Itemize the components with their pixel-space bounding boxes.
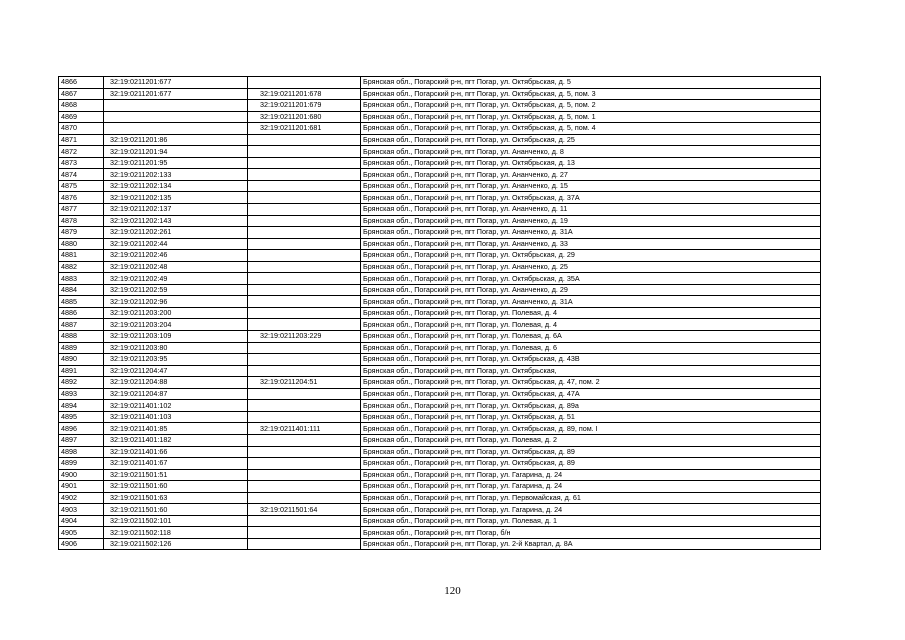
table-row xyxy=(59,261,821,273)
cadastral-number-cell: 32:19:0211202:261 xyxy=(104,227,248,239)
cadastral-number-cell xyxy=(104,111,248,123)
cadastral-number-cell: 32:19:0211401:85 xyxy=(104,423,248,435)
table-row xyxy=(59,123,821,135)
cadastral-number-cell: 32:19:0211201:677 xyxy=(104,88,248,100)
row-number-cell: 4873 xyxy=(59,157,104,169)
cadastral-number-cell: 32:19:0211201:94 xyxy=(104,146,248,158)
row-number-cell: 4893 xyxy=(59,388,104,400)
table-row xyxy=(59,446,821,458)
table-row xyxy=(59,146,821,158)
table-row xyxy=(59,469,821,481)
related-cadastral-number-cell xyxy=(248,307,361,319)
row-number-cell: 4894 xyxy=(59,400,104,412)
address-cell: Брянская обл., Погарский р-н, пгт Погар, ул. Октябрьская, д. 89, пом. I xyxy=(361,423,821,435)
cadastral-number-cell: 32:19:0211203:109 xyxy=(104,331,248,343)
related-cadastral-number-cell xyxy=(248,204,361,216)
table-row xyxy=(59,423,821,435)
address-cell: Брянская обл., Погарский р-н, пгт Погар, ул. Октябрьская, д. 13 xyxy=(361,157,821,169)
row-number-cell: 4890 xyxy=(59,354,104,366)
property-table xyxy=(58,76,821,550)
table-row xyxy=(59,538,821,550)
row-number-cell: 4879 xyxy=(59,227,104,239)
table-row xyxy=(59,180,821,192)
table-row xyxy=(59,377,821,389)
related-cadastral-number-cell xyxy=(248,446,361,458)
row-number-cell: 4877 xyxy=(59,204,104,216)
cadastral-number-cell xyxy=(104,100,248,112)
related-cadastral-number-cell xyxy=(248,227,361,239)
address-cell: Брянская обл., Погарский р-н, пгт Погар, ул. Полевая, д. 1 xyxy=(361,515,821,527)
cadastral-number-cell: 32:19:0211202:49 xyxy=(104,273,248,285)
related-cadastral-number-cell xyxy=(248,388,361,400)
related-cadastral-number-cell xyxy=(248,261,361,273)
cadastral-number-cell xyxy=(104,123,248,135)
address-cell: Брянская обл., Погарский р-н, пгт Погар, ул. Полевая, д. 4 xyxy=(361,319,821,331)
row-number-cell: 4887 xyxy=(59,319,104,331)
related-cadastral-number-cell xyxy=(248,284,361,296)
row-number-cell: 4905 xyxy=(59,527,104,539)
related-cadastral-number-cell xyxy=(248,365,361,377)
row-number-cell: 4901 xyxy=(59,481,104,493)
table-row xyxy=(59,215,821,227)
address-cell: Брянская обл., Погарский р-н, пгт Погар, ул. Октябрьская, д. 37А xyxy=(361,192,821,204)
address-cell: Брянская обл., Погарский р-н, пгт Погар, ул. Ананченко, д. 8 xyxy=(361,146,821,158)
cadastral-number-cell: 32:19:0211502:101 xyxy=(104,515,248,527)
address-cell: Брянская обл., Погарский р-н, пгт Погар, ул. Октябрьская, д. 89 xyxy=(361,458,821,470)
address-cell: Брянская обл., Погарский р-н, пгт Погар, ул. Ананченко, д. 29 xyxy=(361,284,821,296)
address-cell: Брянская обл., Погарский р-н, пгт Погар, ул. Октябрьская, д. 43В xyxy=(361,354,821,366)
row-number-cell: 4900 xyxy=(59,469,104,481)
row-number-cell: 4889 xyxy=(59,342,104,354)
cadastral-number-cell: 32:19:0211201:86 xyxy=(104,134,248,146)
row-number-cell: 4888 xyxy=(59,331,104,343)
related-cadastral-number-cell xyxy=(248,273,361,285)
address-cell: Брянская обл., Погарский р-н, пгт Погар, ул. Октябрьская, д. 47А xyxy=(361,388,821,400)
address-cell: Брянская обл., Погарский р-н, пгт Погар, ул. Ананченко, д. 33 xyxy=(361,238,821,250)
cadastral-number-cell: 32:19:0211401:66 xyxy=(104,446,248,458)
table-row xyxy=(59,527,821,539)
table-row xyxy=(59,492,821,504)
row-number-cell: 4869 xyxy=(59,111,104,123)
cadastral-number-cell: 32:19:0211203:204 xyxy=(104,319,248,331)
table-row xyxy=(59,238,821,250)
row-number-cell: 4868 xyxy=(59,100,104,112)
row-number-cell: 4898 xyxy=(59,446,104,458)
cadastral-number-cell: 32:19:0211203:200 xyxy=(104,307,248,319)
address-cell: Брянская обл., Погарский р-н, пгт Погар, ул. Октябрьская, д. 5, пом. 2 xyxy=(361,100,821,112)
related-cadastral-number-cell xyxy=(248,238,361,250)
cadastral-number-cell: 32:19:0211204:87 xyxy=(104,388,248,400)
cadastral-number-cell: 32:19:0211401:67 xyxy=(104,458,248,470)
row-number-cell: 4906 xyxy=(59,538,104,550)
address-cell: Брянская обл., Погарский р-н, пгт Погар, ул. Ананченко, д. 31А xyxy=(361,227,821,239)
table-row xyxy=(59,250,821,262)
cadastral-number-cell: 32:19:0211401:182 xyxy=(104,434,248,446)
table-row xyxy=(59,342,821,354)
address-cell: Брянская обл., Погарский р-н, пгт Погар, ул. Ананченко, д. 11 xyxy=(361,204,821,216)
row-number-cell: 4896 xyxy=(59,423,104,435)
related-cadastral-number-cell xyxy=(248,411,361,423)
cadastral-number-cell: 32:19:0211202:44 xyxy=(104,238,248,250)
table-row xyxy=(59,157,821,169)
table-row xyxy=(59,88,821,100)
related-cadastral-number-cell xyxy=(248,192,361,204)
cadastral-number-cell: 32:19:0211401:102 xyxy=(104,400,248,412)
row-number-cell: 4867 xyxy=(59,88,104,100)
address-cell: Брянская обл., Погарский р-н, пгт Погар, ул. Полевая, д. 6А xyxy=(361,331,821,343)
table-row xyxy=(59,100,821,112)
row-number-cell: 4895 xyxy=(59,411,104,423)
address-cell: Брянская обл., Погарский р-н, пгт Погар, ул. Ананченко, д. 27 xyxy=(361,169,821,181)
cadastral-number-cell: 32:19:0211501:51 xyxy=(104,469,248,481)
cadastral-number-cell: 32:19:0211501:60 xyxy=(104,504,248,516)
table-row xyxy=(59,365,821,377)
table-row xyxy=(59,169,821,181)
table-row xyxy=(59,481,821,493)
address-cell: Брянская обл., Погарский р-н, пгт Погар, ул. Ананченко, д. 31А xyxy=(361,296,821,308)
related-cadastral-number-cell xyxy=(248,250,361,262)
row-number-cell: 4882 xyxy=(59,261,104,273)
related-cadastral-number-cell: 32:19:0211201:681 xyxy=(248,123,361,135)
table-row xyxy=(59,296,821,308)
table-row xyxy=(59,77,821,89)
cadastral-number-cell: 32:19:0211203:80 xyxy=(104,342,248,354)
address-cell: Брянская обл., Погарский р-н, пгт Погар, ул. Октябрьская, д. 47, пом. 2 xyxy=(361,377,821,389)
related-cadastral-number-cell xyxy=(248,319,361,331)
address-cell: Брянская обл., Погарский р-н, пгт Погар, ул. Октябрьская, д. 5 xyxy=(361,77,821,89)
address-cell: Брянская обл., Погарский р-н, пгт Погар, ул. Гагарина, д. 24 xyxy=(361,504,821,516)
address-cell: Брянская обл., Погарский р-н, пгт Погар, ул. Ананченко, д. 25 xyxy=(361,261,821,273)
address-cell: Брянская обл., Погарский р-н, пгт Погар, ул. Октябрьская, д. 25 xyxy=(361,134,821,146)
row-number-cell: 4899 xyxy=(59,458,104,470)
related-cadastral-number-cell: 32:19:0211401:111 xyxy=(248,423,361,435)
cadastral-number-cell: 32:19:0211201:677 xyxy=(104,77,248,89)
address-cell: Брянская обл., Погарский р-н, пгт Погар, ул. Октябрьская, д. 89 xyxy=(361,446,821,458)
table-row xyxy=(59,111,821,123)
address-cell: Брянская обл., Погарский р-н, пгт Погар, ул. Октябрьская, д. 89а xyxy=(361,400,821,412)
row-number-cell: 4884 xyxy=(59,284,104,296)
row-number-cell: 4883 xyxy=(59,273,104,285)
cadastral-number-cell: 32:19:0211501:63 xyxy=(104,492,248,504)
related-cadastral-number-cell xyxy=(248,134,361,146)
cadastral-number-cell: 32:19:0211202:59 xyxy=(104,284,248,296)
related-cadastral-number-cell xyxy=(248,296,361,308)
row-number-cell: 4892 xyxy=(59,377,104,389)
row-number-cell: 4870 xyxy=(59,123,104,135)
related-cadastral-number-cell xyxy=(248,469,361,481)
table-row xyxy=(59,273,821,285)
related-cadastral-number-cell: 32:19:0211201:679 xyxy=(248,100,361,112)
table-row xyxy=(59,204,821,216)
table-row xyxy=(59,400,821,412)
row-number-cell: 4903 xyxy=(59,504,104,516)
cadastral-number-cell: 32:19:0211201:95 xyxy=(104,157,248,169)
related-cadastral-number-cell xyxy=(248,342,361,354)
related-cadastral-number-cell xyxy=(248,77,361,89)
table-row xyxy=(59,504,821,516)
cadastral-number-cell: 32:19:0211202:135 xyxy=(104,192,248,204)
address-cell: Брянская обл., Погарский р-н, пгт Погар, ул. Октябрьская, xyxy=(361,365,821,377)
related-cadastral-number-cell: 32:19:0211501:64 xyxy=(248,504,361,516)
row-number-cell: 4871 xyxy=(59,134,104,146)
address-cell: Брянская обл., Погарский р-н, пгт Погар, ул. Полевая, д. 4 xyxy=(361,307,821,319)
related-cadastral-number-cell xyxy=(248,434,361,446)
cadastral-number-cell: 32:19:0211501:60 xyxy=(104,481,248,493)
related-cadastral-number-cell xyxy=(248,400,361,412)
cadastral-number-cell: 32:19:0211502:118 xyxy=(104,527,248,539)
table-row xyxy=(59,515,821,527)
table-row xyxy=(59,134,821,146)
related-cadastral-number-cell xyxy=(248,180,361,192)
row-number-cell: 4878 xyxy=(59,215,104,227)
cadastral-number-cell: 32:19:0211202:96 xyxy=(104,296,248,308)
related-cadastral-number-cell xyxy=(248,515,361,527)
cadastral-number-cell: 32:19:0211202:46 xyxy=(104,250,248,262)
row-number-cell: 4866 xyxy=(59,77,104,89)
row-number-cell: 4874 xyxy=(59,169,104,181)
table-row xyxy=(59,434,821,446)
row-number-cell: 4880 xyxy=(59,238,104,250)
cadastral-number-cell: 32:19:0211202:134 xyxy=(104,180,248,192)
related-cadastral-number-cell xyxy=(248,538,361,550)
cadastral-number-cell: 32:19:0211202:48 xyxy=(104,261,248,273)
cadastral-number-cell: 32:19:0211401:103 xyxy=(104,411,248,423)
cadastral-number-cell: 32:19:0211204:47 xyxy=(104,365,248,377)
related-cadastral-number-cell xyxy=(248,354,361,366)
related-cadastral-number-cell: 32:19:0211201:680 xyxy=(248,111,361,123)
cadastral-number-cell: 32:19:0211502:126 xyxy=(104,538,248,550)
row-number-cell: 4876 xyxy=(59,192,104,204)
table-row xyxy=(59,458,821,470)
related-cadastral-number-cell xyxy=(248,157,361,169)
related-cadastral-number-cell xyxy=(248,481,361,493)
table-row xyxy=(59,227,821,239)
address-cell: Брянская обл., Погарский р-н, пгт Погар, ул. Октябрьская, д. 5, пом. 3 xyxy=(361,88,821,100)
row-number-cell: 4891 xyxy=(59,365,104,377)
address-cell: Брянская обл., Погарский р-н, пгт Погар, ул. Октябрьская, д. 51 xyxy=(361,411,821,423)
table-row xyxy=(59,331,821,343)
related-cadastral-number-cell xyxy=(248,146,361,158)
table-row xyxy=(59,307,821,319)
table-row xyxy=(59,411,821,423)
related-cadastral-number-cell: 32:19:0211204:51 xyxy=(248,377,361,389)
address-cell: Брянская обл., Погарский р-н, пгт Погар, ул. Октябрьская, д. 35А xyxy=(361,273,821,285)
table-row xyxy=(59,284,821,296)
table-row xyxy=(59,192,821,204)
row-number-cell: 4881 xyxy=(59,250,104,262)
address-cell: Брянская обл., Погарский р-н, пгт Погар, ул. Первомайская, д. 61 xyxy=(361,492,821,504)
address-cell: Брянская обл., Погарский р-н, пгт Погар, ул. 2-й Квартал, д. 8А xyxy=(361,538,821,550)
address-cell: Брянская обл., Погарский р-н, пгт Погар, ул. Ананченко, д. 19 xyxy=(361,215,821,227)
page-number: 120 xyxy=(444,585,461,597)
address-cell: Брянская обл., Погарский р-н, пгт Погар, ул. Октябрьская, д. 5, пом. 4 xyxy=(361,123,821,135)
cadastral-number-cell: 32:19:0211202:137 xyxy=(104,204,248,216)
cadastral-number-cell: 32:19:0211204:88 xyxy=(104,377,248,389)
row-number-cell: 4904 xyxy=(59,515,104,527)
row-number-cell: 4872 xyxy=(59,146,104,158)
related-cadastral-number-cell: 32:19:0211201:678 xyxy=(248,88,361,100)
cadastral-number-cell: 32:19:0211202:133 xyxy=(104,169,248,181)
related-cadastral-number-cell xyxy=(248,492,361,504)
related-cadastral-number-cell: 32:19:0211203:229 xyxy=(248,331,361,343)
row-number-cell: 4875 xyxy=(59,180,104,192)
address-cell: Брянская обл., Погарский р-н, пгт Погар, б/н xyxy=(361,527,821,539)
related-cadastral-number-cell xyxy=(248,458,361,470)
cadastral-number-cell: 32:19:0211203:95 xyxy=(104,354,248,366)
row-number-cell: 4897 xyxy=(59,434,104,446)
table-row xyxy=(59,319,821,331)
table-row xyxy=(59,388,821,400)
address-cell: Брянская обл., Погарский р-н, пгт Погар, ул. Гагарина, д. 24 xyxy=(361,469,821,481)
row-number-cell: 4902 xyxy=(59,492,104,504)
table-body xyxy=(59,77,821,550)
address-cell: Брянская обл., Погарский р-н, пгт Погар, ул. Октябрьская, д. 29 xyxy=(361,250,821,262)
address-cell: Брянская обл., Погарский р-н, пгт Погар, ул. Октябрьская, д. 5, пом. 1 xyxy=(361,111,821,123)
row-number-cell: 4886 xyxy=(59,307,104,319)
related-cadastral-number-cell xyxy=(248,215,361,227)
address-cell: Брянская обл., Погарский р-н, пгт Погар, ул. Полевая, д. 6 xyxy=(361,342,821,354)
address-cell: Брянская обл., Погарский р-н, пгт Погар, ул. Гагарина, д. 24 xyxy=(361,481,821,493)
address-cell: Брянская обл., Погарский р-н, пгт Погар, ул. Ананченко, д. 15 xyxy=(361,180,821,192)
related-cadastral-number-cell xyxy=(248,169,361,181)
cadastral-number-cell: 32:19:0211202:143 xyxy=(104,215,248,227)
address-cell: Брянская обл., Погарский р-н, пгт Погар, ул. Полевая, д. 2 xyxy=(361,434,821,446)
table-row xyxy=(59,354,821,366)
related-cadastral-number-cell xyxy=(248,527,361,539)
row-number-cell: 4885 xyxy=(59,296,104,308)
